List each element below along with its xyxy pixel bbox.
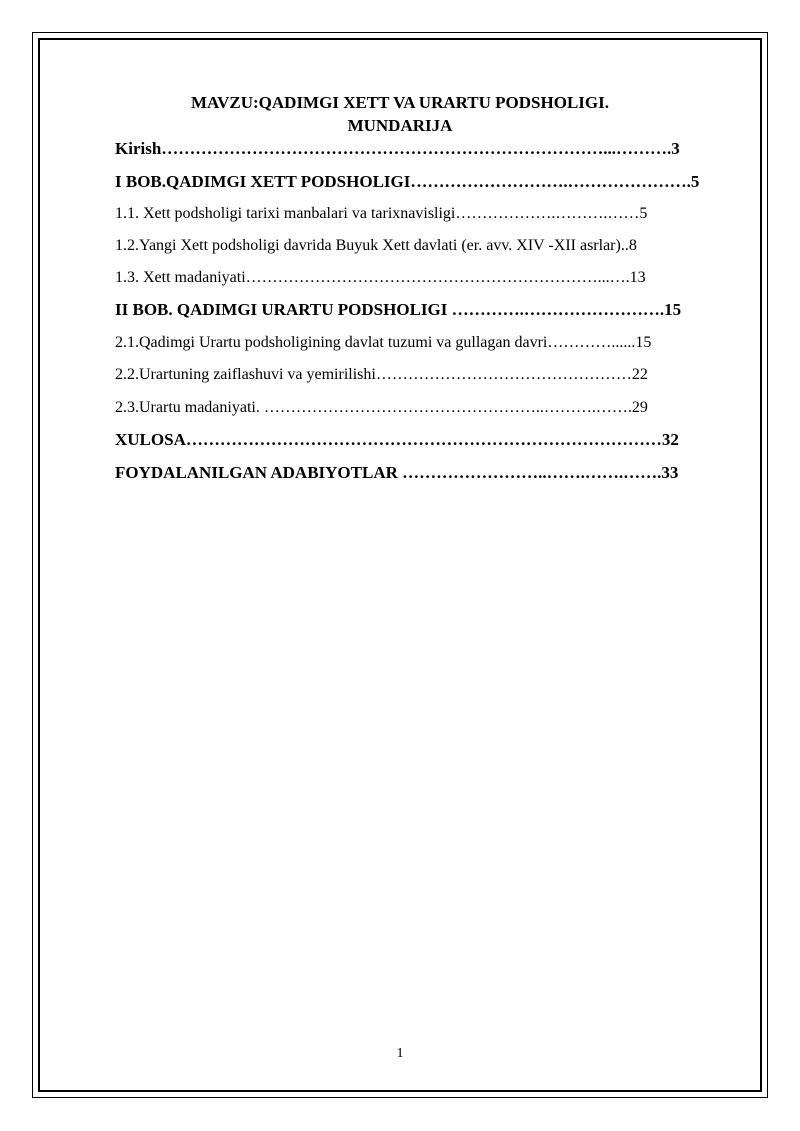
toc-entry-2-1: 2.1.Qadimgi Urartu podsholigining davlat tuzumi va gullagan davri…………......15 — [115, 334, 652, 351]
toc-entry-1-2: 1.2.Yangi Xett podsholigi davrida Buyuk Xett davlati (er. avv. XIV -XII asrlar)..8 — [115, 237, 637, 254]
document-title: MAVZU:QADIMGI XETT VA URARTU PODSHOLIGI. — [190, 93, 610, 112]
toc-entry-2-2: 2.2.Urartuning zaiflashuvi va yemirilishi…………………………………………22 — [115, 366, 648, 383]
toc-entry-chapter-1: I BOB.QADIMGI XETT PODSHOLIGI……………………….………………….5 — [115, 172, 700, 191]
page-border-inner — [38, 38, 762, 1092]
toc-entry-2-3: 2.3.Urartu madaniyati. ……………………………………………..……….…….29 — [115, 399, 648, 416]
toc-entry-chapter-2: II BOB. QADIMGI URARTU PODSHOLIGI ………….…………………….15 — [115, 300, 682, 319]
toc-entry-xulosa: XULOSA…………………………………………………………………………32 — [115, 430, 679, 449]
toc-entry-1-1: 1.1. Xett podsholigi tarixi manbalari va tarixnavisligi……………….……….……5 — [115, 205, 648, 222]
toc-entry-1-3: 1.3. Xett madaniyati…………………………………………………………...….13 — [115, 269, 646, 286]
page-number: 1 — [396, 1046, 404, 1061]
toc-entry-adabiyotlar: FOYDALANILGAN ADABIYOTLAR ……………………..…….…….…….33 — [115, 463, 679, 482]
toc-entry-kirish: Kirish……………………………………………………………………...……….3 — [115, 139, 680, 158]
toc-heading: MUNDARIJA — [347, 116, 453, 135]
